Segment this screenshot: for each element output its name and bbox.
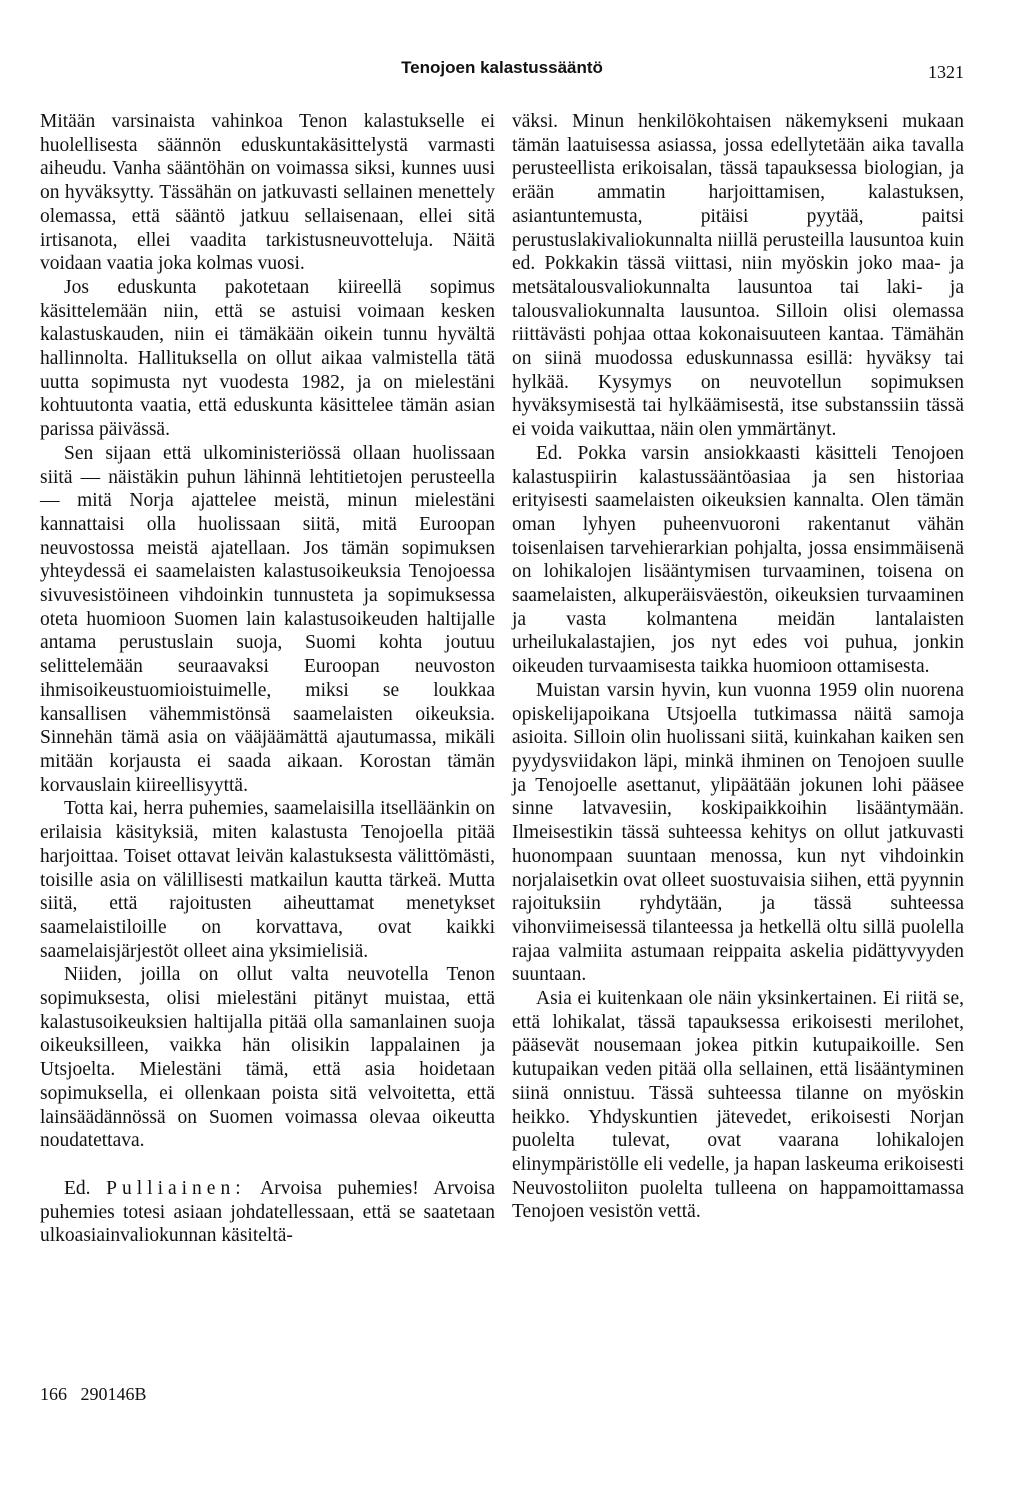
speaker-name: Pulliainen: xyxy=(106,1177,246,1199)
paragraph: väksi. Minun henkilökohtaisen näkemykseni mukaan tämän laatuisessa asiassa, jossa edellytetään aika tavalla perusteellista erikoisalan, tässä tapauksessa biologian, ja erään ammatin harjoittamisen, kalastuksen, asiantuntemusta, pitäisi pyytää, paitsi perustuslakivaliokunnalta niillä perusteilla lausuntoa kuin ed. Pokkakin tässä viittasi, niin myöskin joko maa- ja metsätalousvaliokunnalta lausuntoa tai laki- ja talousvaliokunnalta lausuntoa. Silloin olisi olemassa riittävästi pohjaa ottaa kokonaisuuteen kantaa. Tämähän on siinä muodossa eduskunnassa esillä: hyväksy tai hylkää. Kysymys on neuvotellun sopimuksen hyväksymisestä tai hylkäämisestä, itse substanssiin tässä ei voida vaikuttaa, näin olen ymmärtänyt. xyxy=(512,111,964,441)
paragraph: Sen sijaan että ulkoministeriössä ollaan huolissaan siitä — näistäkin puhun lähinnä lehtitietojen perusteella — mitä Norja ajattelee meistä, minun mielestäni kannattaisi olla huolissaan siitä, mitä Euroopan neuvostossa meistä ajatellaan. Jos tämän sopimuksen yhteydessä ei saamelaisten kalastusoikeuksia Tenojoessa sivuvesistöineen vihdoinkin tunnusteta ja sopimuksessa oteta huomioon Suomen lain kalastusoikeuden haltijalle antama perustuslain suoja, Suomi kohta joutuu selittelemään seuraavaksi Euroopan neuvoston ihmisoikeustuomioistuimelle, miksi se loukkaa kansallisen vähemmistönsä saamelaisten oikeuksia. Sinnehän tämä asia on vääjäämättä ajautumassa, mikäli mitään korjausta ei saada aikaan. Korostan tämän korvauslain kiireellisyyttä. xyxy=(40,442,495,796)
speech-paragraph xyxy=(40,1177,495,1248)
left-column xyxy=(40,110,495,1248)
page-title: Tenojoen kalastussääntö xyxy=(401,58,603,77)
paragraph: Muistan varsin hyvin, kun vuonna 1959 olin nuorena opiskelijapoikana Utsjoella tutkimassa näitä samoja asioita. Silloin olin huolissani siitä, kuinkahan kaiken sen pyydysviidakon läpi, minkä ihminen on Tenojoen suulle ja Tenojoelle asettanut, ylipäätään jokunen lohi pääsee sinne latvavesiin, koskipaikkoihin lisääntymään. Ilmeisestikin tässä suhteessa kehitys on ollut jatkuvasti huonompaan suuntaan menossa, kun nyt vihdoinkin norjalaisetkin ovat olleet suostuvaisia siihen, että pyynnin rajoituksiin ryhdytään, ja tässä suhteessa vihonviimeisessä tilanteessa ja hetkellä oltu sillä puolella rajaa valmiita astumaan reippaita askelia pidättyvyyden suuntaan. xyxy=(512,679,964,986)
paragraph: Niiden, joilla on ollut valta neuvotella Tenon sopimuksesta, olisi mielestäni pitänyt muistaa, että kalastusoikeuksien haltijalla pitää olla samanlainen suoja oikeuksilleen, vaikka hän olisikin lappalainen ja Utsjoelta. Mielestäni tämä, että asia hoidetaan sopimuksella, ei ollenkaan poista sitä velvoitetta, että lainsäädännössä on Suomen voimassa olevaa oikeutta noudatettava. xyxy=(40,964,495,1152)
right-column xyxy=(512,110,964,1224)
paragraph: Asia ei kuitenkaan ole näin yksinkertainen. Ei riitä se, että lohikalat, tässä tapauksessa erikoisesti merilohet, pääsevät nousemaan jokea pitkin kutupaikoille. Sen kutupaikan veden pitää olla sellainen, että lisääntyminen siinä onnistuu. Tässä suhteessa tilanne on myöskin heikko. Yhdyskuntien jätevedet, erikoisesti Norjan puolelta tulevat, ovat vaarana lohikalojen elinympäristölle eli vedelle, ja hapan laskeuma erikoisesti Neuvostoliiton puolelta tulleena on happamoittamassa Tenojoen vesistön vettä. xyxy=(512,988,964,1223)
footer-code: 166 290146B xyxy=(40,1384,147,1404)
running-header xyxy=(40,58,964,88)
paragraph: Jos eduskunta pakotetaan kiireellä sopimus käsittelemään niin, että se astuisi voimaan kesken kalastuskauden, niin ei tämäkään oikein tunnu hyvältä hallinnolta. Hallituksella on ollut aikaa valmistella tätä uutta sopimusta nyt vuodesta 1982, ja on mielestäni kohtuutonta vaatia, että eduskunta käsittelee tämän asian parissa päivässä. xyxy=(40,276,495,441)
page-number: 1321 xyxy=(928,62,964,82)
paragraph: Ed. Pokka varsin ansiokkaasti käsitteli Tenojoen kalastuspiirin kalastussääntöasiaa ja sen historiaa erityisesti saamelaisten oikeuksien kannalta. Olen tämän oman lyhyen puheenvuoroni rakentanut vähän toisenlaisen tarvehierarkian pohjalta, jossa ensimmäisenä on lohikalojen lisääntymisen turvaaminen, toisena on saamelaisten, alkuperäisväestön, oikeuksien turvaaminen ja vasta kolmantena meidän lantalaisten urheilukalastajien, jos nyt edes voi puhua, jonkin oikeuden turvaamisesta taikka huomioon ottamisesta. xyxy=(512,442,964,678)
speech-text: Arvoisa puhemies! Arvoisa puhemies totesi asiaan johdatellessaan, että se saatetaan ulkoasiainvaliokunnan käsiteltä- xyxy=(40,1177,495,1247)
paragraph: Totta kai, herra puhemies, saamelaisilla itselläänkin on erilaisia käsityksiä, miten kalastusta Tenojoella pitää harjoittaa. Toiset ottavat leivän kalastuksesta välittömästi, toisille asia on välillisesti matkailun kautta tärkeä. Mutta siitä, että rajoitusten aiheuttamat menetykset saamelaistiloille on korvattava, ovat kaikki saamelaisjärjestöt olleet aina yksimielisiä. xyxy=(40,798,495,962)
speaker-prefix: Ed. xyxy=(64,1177,91,1199)
paragraph: Mitään varsinaista vahinkoa Tenon kalastukselle ei huolellisesta säännön eduskuntakäsittelystä varmasti aiheudu. Vanha sääntöhän on voimassa siksi, kunnes uusi on hyväksytty. Tässähän on jatkuvasti sellainen menettely olemassa, että sääntö jatkuu sellaisenaan, ellei sitä irtisanota, ellei vaadita tarkistusneuvotteluja. Näitä voidaan vaatia joka kolmas vuosi. xyxy=(40,111,495,275)
